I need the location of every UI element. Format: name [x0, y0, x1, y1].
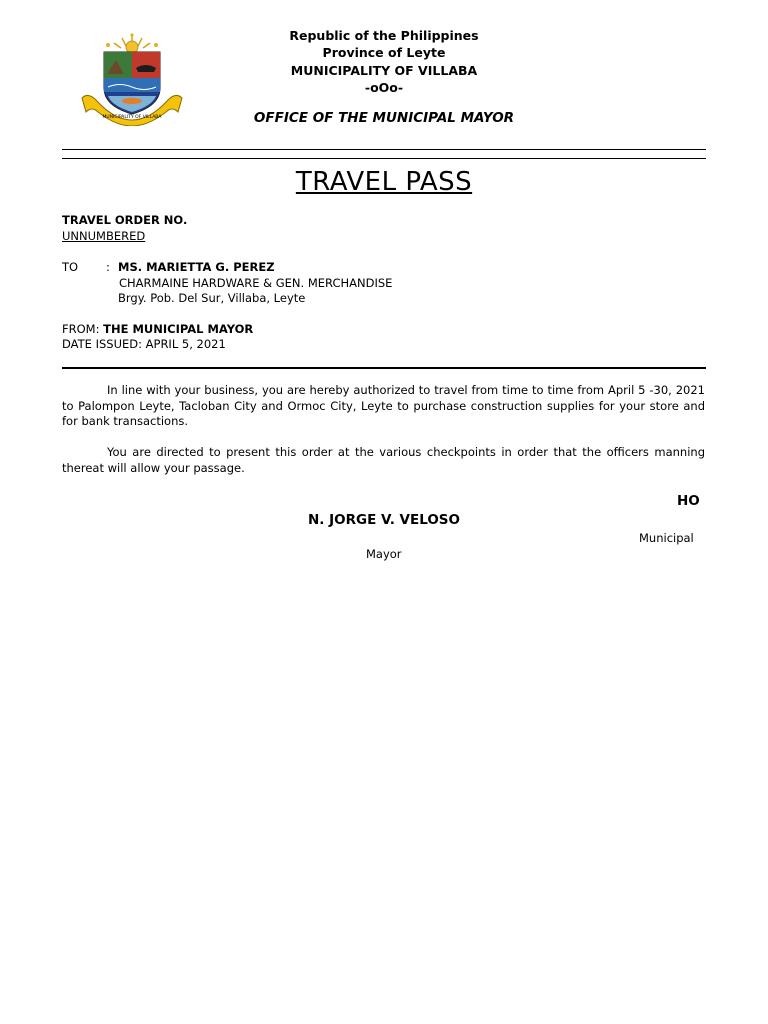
order-number-label: TRAVEL ORDER NO. [62, 213, 188, 227]
header-divider-top [62, 149, 706, 150]
letterhead-province: Province of Leyte [322, 45, 446, 60]
body-paragraph-1: In line with your business, you are hereby authorized to travel from time to time from April 5 -30, 2021 to Palompon Leyte, Tacloban City and Ormoc City, Leyte to purchase construction supplies for your store and for bank transactions. [62, 383, 705, 428]
svg-text:MUNICIPALITY OF VILLABA: MUNICIPALITY OF VILLABA [102, 115, 162, 120]
recipient-company: CHARMAINE HARDWARE & GEN. MERCHANDISE [119, 276, 393, 290]
letterhead-municipality: MUNICIPALITY OF VILLABA [290, 63, 478, 78]
date-value: APRIL 5, 2021 [145, 337, 226, 351]
body-paragraph-2: You are directed to present this order at the various checkpoints in order that the officers manning thereat will allow your passage. [62, 445, 705, 475]
letterhead-ornament: -oOo- [364, 80, 404, 95]
from-line [62, 321, 253, 337]
order-number-value: UNNUMBERED [62, 229, 146, 243]
recipient-name: MS. MARIETTA G. PEREZ [118, 260, 275, 274]
from-label: FROM: [62, 322, 100, 336]
municipal-seal [78, 32, 186, 126]
from-value: THE MUNICIPAL MAYOR [103, 322, 254, 336]
letterhead-republic: Republic of the Philippines [289, 28, 479, 43]
date-line [62, 336, 226, 352]
to-label: TO [62, 260, 79, 274]
signatory-title-part1: Municipal [639, 531, 694, 545]
header-divider-bottom [62, 158, 706, 159]
signatory-title-part2: Mayor [366, 547, 402, 561]
date-label: DATE ISSUED: [62, 337, 142, 351]
signature-fragment: HO [677, 493, 700, 509]
to-colon: : [106, 260, 110, 274]
office-heading: OFFICE OF THE MUNICIPAL MAYOR [253, 110, 515, 126]
recipient-address: Brgy. Pob. Del Sur, Villaba, Leyte [118, 291, 306, 305]
document-title: TRAVEL PASS [295, 167, 473, 197]
body-divider [62, 367, 706, 369]
signatory-name: N. JORGE V. VELOSO [307, 512, 461, 528]
